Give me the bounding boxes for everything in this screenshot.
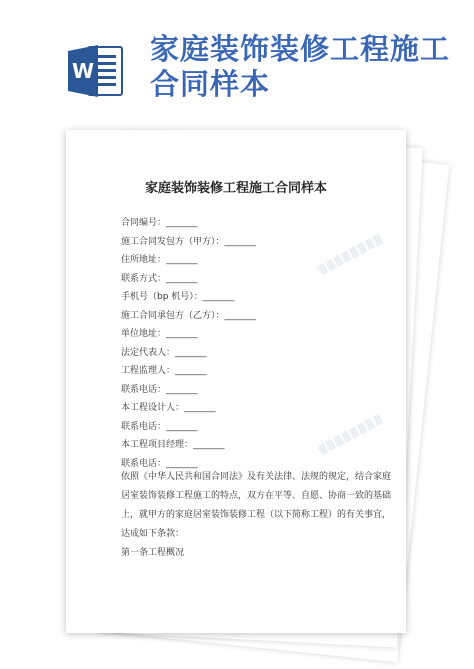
watermark-text: ▒▒▒▒▒▒▒▒ bbox=[317, 233, 386, 277]
document-preview bbox=[66, 130, 412, 635]
word-icon-letter: W bbox=[71, 59, 95, 83]
banner-title-line1: 家庭装饰装修工程施工 bbox=[150, 32, 451, 66]
banner-title-line2: 合同样本 bbox=[150, 67, 271, 101]
field-line: 联系电话：_______ bbox=[121, 458, 198, 469]
field-line: 联系电话：_______ bbox=[121, 384, 198, 395]
field-line: 联系方式：_______ bbox=[121, 273, 198, 284]
field-line: 施工合同承包方（乙方）：_______ bbox=[121, 310, 257, 321]
field-line: 联系电话：_______ bbox=[121, 421, 198, 432]
front-page bbox=[66, 130, 406, 633]
paragraph-line: 达成如下条款： bbox=[121, 529, 185, 539]
banner-title bbox=[150, 32, 470, 102]
contract-preamble bbox=[121, 468, 392, 563]
contract-fields bbox=[121, 214, 391, 473]
paragraph-line: 居室装饰装修工程施工的特点，双方在平等、自愿、协商一致的基础 bbox=[121, 491, 392, 501]
document-title: 家庭装饰装修工程施工合同样本 bbox=[144, 181, 327, 196]
field-line: 手机号（bp 机号）：_______ bbox=[121, 292, 235, 302]
paragraph-line: 依照《中华人民共和国合同法》及有关法律、法规的规定，结合家庭 bbox=[121, 472, 392, 482]
watermark-text: ▒▒▒▒▒▒▒▒ bbox=[317, 413, 386, 457]
field-line: 本工程项目经理：_______ bbox=[121, 440, 225, 450]
header-banner bbox=[0, 0, 474, 120]
field-line: 施工合同发包方（甲方）：_______ bbox=[121, 236, 257, 247]
word-document-icon bbox=[66, 41, 126, 101]
field-line: 单位地址：_______ bbox=[121, 329, 198, 339]
field-line: 本工程设计人：_______ bbox=[121, 403, 216, 413]
field-line: 法定代表人：_______ bbox=[121, 347, 207, 358]
section-heading: 第一条工程概况 bbox=[121, 548, 185, 558]
paragraph-line: 上，就甲方的家庭居室装饰装修工程（以下简称工程）的有关事宜， bbox=[121, 510, 392, 520]
field-line: 住所地址：_______ bbox=[121, 255, 198, 265]
field-line: 工程监理人：_______ bbox=[121, 366, 207, 376]
field-line: 合同编号：_______ bbox=[121, 218, 198, 228]
